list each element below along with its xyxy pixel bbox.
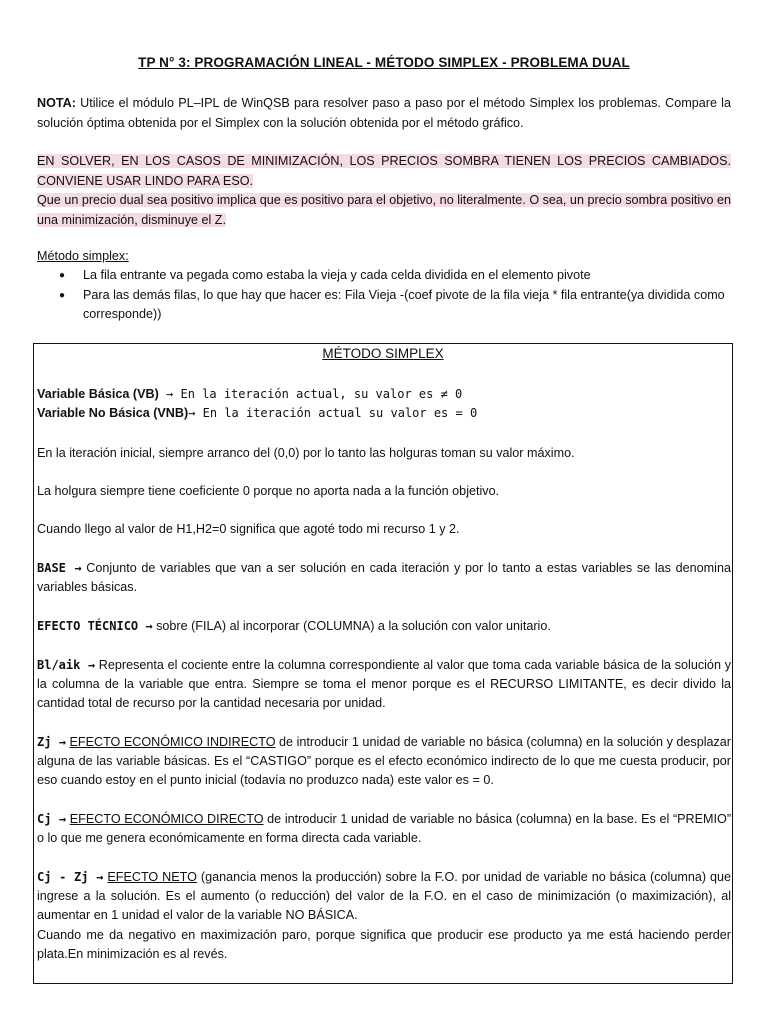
cj-zj-paragraph: Cj - Zj → EFECTO NETO (ganancia menos la producción) sobre la F.O. por unidad de variable no básica (columna) que ingrese a la solución. Es el aumento (o reducción) del valor de la F.O. en el caso de minimización (o maximización), al aumentar en 1 unidad el valor de la variable NO BÁSICA. Cuando me da negativo en maximización paro, porque significa que producir ese producto ya me está haciendo perder plata.En minimización es al revés. [37,870,731,961]
highlight-paragraph-1 [37,152,731,191]
nota-paragraph [37,94,731,133]
vnb-line: Variable No Básica (VNB)→ En la iteración actual su valor es = 0 [37,406,478,420]
highlight-text-1: EN SOLVER, EN LOS CASOS DE MINIMIZACIÓN, LOS PRECIOS SOMBRA TIENEN LOS PRECIOS CAMBIADOS. CONVIENE USAR LINDO PARA ESO. [37,154,731,188]
cj-paragraph: Cj → EFECTO ECONÓMICO DIRECTO de introducir 1 unidad de variable no básica (columna) en la base. Es el “PREMIO” o lo que me genera económicamente en forma directa cada variable. [37,812,732,846]
recurso-paragraph: Cuando llego al valor de H1,H2=0 significa que agoté todo mi recurso 1 y 2. [37,522,460,536]
list-item: ● La fila entrante va pegada como estaba la vieja y cada celda dividida en el elemento pivote [37,266,731,286]
bl-aik-paragraph: Bl/aik → Representa el cociente entre la columna correspondiente al valor que toma cada variable básica de la solución y la columna de la variable que entra. Siempre se toma el menor porque es el RECURSO LIMITANTE, es decir divido la cantidad total de recurso por la cantidad necesaria por unidad. [37,658,731,711]
cj-term: Cj → [37,812,67,826]
zj-paragraph: Zj → EFECTO ECONÓMICO INDIRECTO de introducir 1 unidad de variable no básica (columna) en la solución y desplazar alguna de las variable básicas. Es el “CASTIGO” porque es el efecto económico indirecto de lo que me cuesta producir, por eso cuando estoy en el punto inicial (todavía no produzco nada) este valor es = 0. [37,735,732,788]
bullet-icon: ● [59,270,66,281]
holgura-paragraph: La holgura siempre tiene coeficiente 0 porque no aporta nada a la función objetivo. [37,484,500,498]
highlight-text-2: Que un precio dual sea positivo implica que es positivo para el objetivo, no literalmente. O sea, un precio sombra positivo en una minimización, disminuye el Z. [37,193,731,227]
iteracion-paragraph: En la iteración inicial, siempre arranco del (0,0) por lo tanto las holguras toman su valor máximo. [37,446,575,460]
base-paragraph: BASE → Conjunto de variables que van a ser solución en cada iteración y por lo tanto a estas variables se las denomina variables básicas. [37,561,731,595]
cj-zj-term: Cj - Zj → [37,870,104,884]
bullet-icon: ● [59,289,66,301]
efecto-tecnico-paragraph: EFECTO TÉCNICO → sobre (FILA) al incorporar (COLUMNA) a la solución con valor unitario. [37,619,551,633]
metodo-heading: Método simplex: [37,249,129,263]
zj-term: Zj → [37,735,66,749]
vb-line: Variable Básica (VB) → En la iteración actual, su valor es ≠ 0 [37,387,463,401]
nota-text: Utilice el módulo PL–IPL de WinQSB para resolver paso a paso por el método Simplex los problemas. Compare la solución óptima obtenida por el Simplex con la solución obtenida por el método gráfico. [37,96,731,130]
bl-aik-term: Bl/aik → [37,658,96,672]
base-term: BASE → [37,561,82,575]
metodo-bullet-list [37,266,731,325]
nota-label: NOTA: [37,96,76,110]
list-item: ● Para las demás filas, lo que hay que hacer es: Fila Vieja -(coef pivote de la fila vieja * fila entrante(ya dividida como corresponde)) [59,287,725,321]
efecto-tecnico-term: EFECTO TÉCNICO → [37,619,153,633]
page-title: TP N° 3: PROGRAMACIÓN LINEAL - MÉTODO SIMPLEX - PROBLEMA DUAL [138,55,630,70]
highlight-paragraph-2 [37,191,731,230]
box-title: MÉTODO SIMPLEX [322,346,444,361]
